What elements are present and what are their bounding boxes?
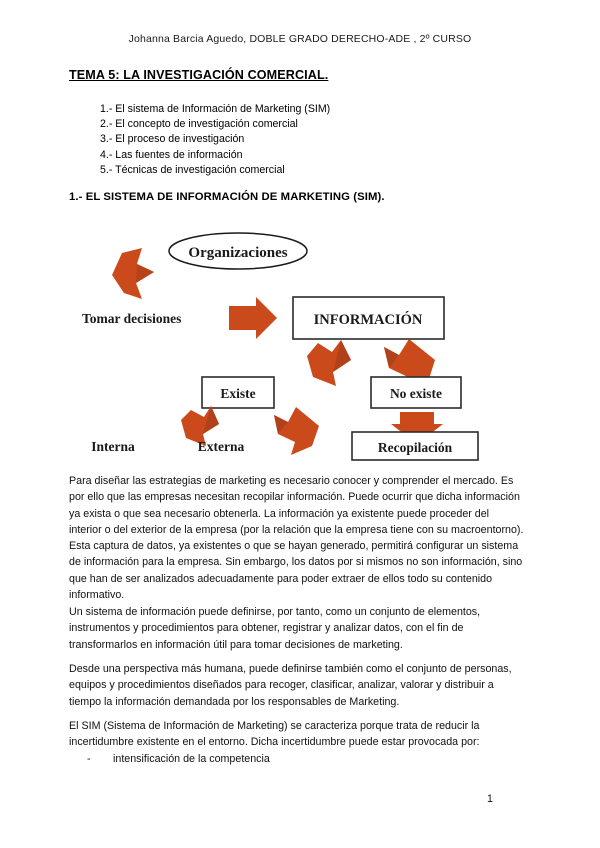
node-externa-label: Externa: [197, 439, 245, 454]
list-item: [69, 751, 524, 767]
paragraph-4: [69, 718, 524, 767]
toc-item-3: 3.- El proceso de investigación: [100, 133, 245, 146]
toc-item-5: 5.- Técnicas de investigación comercial: [100, 163, 285, 176]
sim-flow-diagram: [60, 225, 540, 465]
node-existe-label: Existe: [220, 386, 256, 401]
paragraph-4-intro: El SIM (Sistema de Información de Marketing) se caracteriza porque trata de reducir la incertidumbre existente en el entorno. Dicha incertidumbre puede estar provocada por:: [69, 720, 480, 749]
paragraph-1: Para diseñar las estrategias de marketing es necesario conocer y comprender el mercado. Es por ello que las empresas necesitan recopilar información. Puede ocurrir que dicha información ya exista o que sea necesario obtenerla. La información ya existente puede proceder del interior o del exterior de la empresa (por la relación que la empresa tiene con su macroentorno). Esta captura de datos, ya existentes o que se hayan generado, permitirá configurar un sistema de información para la empresa. Sin embargo, los datos por si mismos no son información, sino que han de ser analizados adecuadamente para poder extraer de ellos todo su contenido informativo.: [69, 475, 524, 602]
node-recopilacion-label: Recopilación: [377, 440, 453, 455]
arrow-informacion-to-existe: [307, 340, 351, 386]
arrow-decisiones-to-informacion: [229, 297, 277, 339]
node-no-existe-label: No existe: [389, 386, 443, 401]
node-organizaciones-label: Organizaciones: [188, 245, 288, 261]
toc-item-2: 2.- El concepto de investigación comercial: [100, 118, 298, 131]
paragraph-2: Un sistema de información puede definirse, por tanto, como un conjunto de elementos, instrumentos y procedimientos para obtener, registrar y analizar datos, con el fin de transformarlos en información útil para tomar decisiones de marketing.: [69, 606, 481, 651]
bullet-text: intensificación de la competencia: [113, 752, 270, 765]
node-informacion: [293, 297, 444, 339]
paragraph-3: Desde una perspectiva más humana, puede definirse también como el conjunto de personas, equipos y procedimientos diseñados para recoger, clasificar, analizar, valorar y distribuir a tiempo la información demandada por los responsables de Marketing.: [69, 663, 512, 708]
page-number: 1: [487, 793, 493, 805]
section-heading: 1.- EL SISTEMA DE INFORMACIÓN DE MARKETING (SIM).: [69, 191, 385, 203]
node-no-existe: [371, 377, 461, 408]
document-header: Johanna Barcia Aguedo, DOBLE GRADO DERECHO-ADE , 2º CURSO: [128, 33, 472, 45]
arrow-existe-to-externa: [274, 407, 319, 455]
bullet-marker: -: [87, 752, 91, 765]
node-interna-label: Interna: [91, 439, 135, 454]
node-recopilacion: [352, 432, 478, 460]
node-organizaciones: [169, 233, 307, 269]
table-of-contents: [100, 102, 330, 178]
arrow-organizaciones-to-decisiones: [112, 248, 154, 299]
toc-item-4: 4.- Las fuentes de información: [100, 148, 243, 161]
node-existe: [202, 377, 274, 408]
page-title: TEMA 5: LA INVESTIGACIÓN COMERCIAL.: [69, 68, 329, 82]
node-informacion-label: INFORMACIÓN: [313, 312, 423, 328]
node-tomar-decisiones-label: Tomar decisiones: [82, 311, 182, 326]
toc-item-1: 1.- El sistema de Información de Marketing (SIM): [100, 103, 331, 115]
